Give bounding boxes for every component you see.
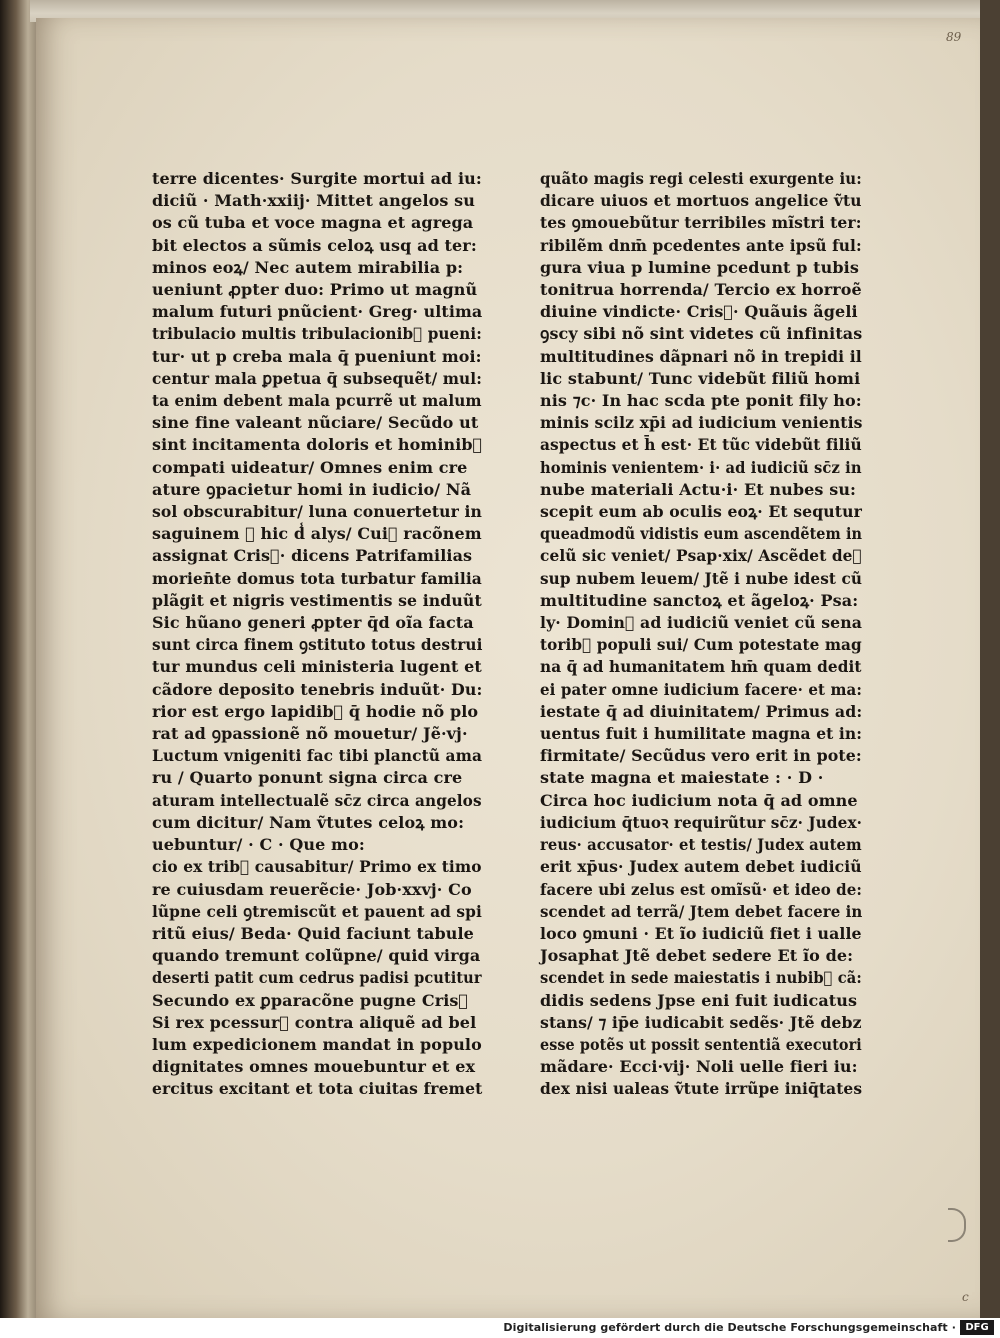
right-text-column — [540, 168, 862, 1101]
text-line: erit xp̄us· Judex autem debet iudiciũ — [540, 857, 862, 877]
text-line: queadmodũ vidistis eum ascendẽtem in — [540, 524, 863, 544]
text-line: cum dicitur/ Nam ṽtutes celoꝝ mo: — [152, 812, 465, 832]
dfg-logo: DFG — [960, 1320, 994, 1335]
left-text-column — [152, 168, 482, 1101]
text-line: rat ad ꝯpassionẽ nõ mouetur/ Jẽ·vj· — [152, 724, 468, 744]
text-line: didis sedens Jpse eni fuit iudicatus — [540, 990, 858, 1010]
text-line: nube materiali Actu·i· Et nubes su: — [540, 479, 857, 499]
text-line: dicare uiuos et mortuos angelice ṽtu — [540, 191, 862, 211]
text-line: loco ꝯmuni · Et ĩo iudiciũ fiet i ualle — [540, 923, 862, 943]
text-line: lũpne celi ꝯtremiscũt et pauent ad spi — [152, 901, 482, 921]
text-line: diuine vindicte· Cris᷒· Quãuis ãgeli — [540, 302, 858, 322]
text-line: ercitus excitant et tota ciuitas fremet — [152, 1079, 483, 1099]
text-line: scendet in sede maiestatis i nubib᷒ cã: — [540, 968, 862, 988]
text-line: firmitate/ Secũdus vero erit in pote: — [540, 746, 862, 766]
text-line: Si rex pcessur᷒ contra aliquẽ ad bel — [152, 1012, 477, 1032]
text-line: ature ꝯpacietur homi in iudicio/ Nã — [152, 479, 472, 499]
text-line: reus· accusator· et testis/ Judex autem — [540, 835, 862, 855]
text-line: mãdare· Ecci·vij· Noli uelle fieri iu: — [540, 1057, 858, 1077]
text-line: Sic hũano generi ꝓpter q̄d oĩa facta — [152, 613, 474, 633]
text-line: dex nisi ualeas ṽtute irrũpe iniq̄tates — [540, 1079, 863, 1099]
text-line: na q̄ ad humanitatem hm̄ quam dedit — [540, 657, 862, 677]
text-line: tonitrua horrenda/ Tercio ex horroẽ — [540, 280, 862, 300]
text-line: Circa hoc iudicium nota q̄ ad omne — [540, 790, 858, 810]
text-line: multitudine sanctoꝝ et ãgeloꝝ· Psa: — [540, 590, 859, 610]
text-line: minos eoꝝ/ Nec autem mirabilia p: — [152, 257, 464, 277]
text-line: multitudines dãpnari nõ in trepidi il — [540, 346, 862, 366]
text-line: aturam intellectualẽ sc̄z circa angelos — [152, 790, 482, 810]
text-line: scendet ad terrã/ Jtem debet facere in — [540, 901, 863, 921]
text-line: centur mala ꝑpetua q̄ subsequẽt/ mul: — [152, 368, 483, 388]
text-line: Josaphat Jtẽ debet sedere Et ĩo de: — [540, 946, 854, 966]
text-line: morien̄te domus tota turbatur familia — [152, 568, 482, 588]
text-line: Luctum vnigeniti fac tibi planctũ ama — [152, 746, 483, 766]
text-line: sint incitamenta doloris et hominib᷒ — [152, 435, 483, 455]
text-line: ꝯscy sibi nõ sint videtes cũ infinitas — [540, 324, 863, 344]
text-line: saguinem ⁊ hic d̾ alys/ Cui᷒ racõnem — [152, 524, 482, 544]
text-line: celũ sic veniet/ Psap·xix/ Ascẽdet de᷒ — [540, 546, 862, 566]
text-line: Secundo ex ꝑparacõne pugne Cris᷒ — [152, 990, 469, 1010]
footer-bar — [0, 1318, 1000, 1338]
text-line: malum futuri pnũcient· Greg· ultima — [152, 302, 483, 322]
text-line: re cuiusdam reuerẽcie· Job·xxvj· Co — [152, 879, 472, 899]
text-line: ueniunt ꝓpter duo: Primo ut magnũ — [152, 280, 478, 300]
text-line: lum expedicionem mandat in populo — [152, 1034, 482, 1054]
text-line: quando tremunt colũpne/ quid virga — [152, 946, 481, 966]
text-line: tes ꝯmouebũtur terribiles mĩstri ter: — [540, 213, 862, 233]
text-line: compati uideatur/ Omnes enim cre — [152, 457, 468, 477]
text-line: ru / Quarto ponunt signa circa cre — [152, 768, 463, 788]
text-line: tur· ut p creba mala q̄ pueniunt moi: — [152, 346, 482, 366]
text-line: sine fine valeant nũciare/ Secũdo ut — [152, 413, 479, 433]
text-line: ly· Domin᷒ ad iudiciũ veniet cũ sena — [540, 613, 863, 633]
text-line: sunt circa finem ꝯstituto totus destrui — [152, 635, 483, 655]
text-line: uebuntur/ · C · Que mo: — [152, 835, 365, 855]
text-line: quãto magis regi celesti exurgente iu: — [540, 169, 862, 188]
text-line: gura viua p lumine pcedunt p tubis — [540, 257, 859, 277]
text-line: deserti patit cum cedrus padisi pcutitur — [152, 968, 482, 988]
text-line: facere ubi zelus est omĩsũ· et ideo de: — [540, 879, 863, 899]
text-line: stans/ ⁊ ip̄e iudicabit sedẽs· Jtẽ debz — [540, 1012, 862, 1032]
text-line: torib᷒ populi sui/ Cum potestate mag — [540, 635, 862, 655]
text-line: nis ⁊c· In hac scda pte ponit fily ho: — [540, 391, 862, 411]
text-line: iudicium q̄tuoꝛ requirũtur sc̄z· Judex· — [540, 812, 863, 832]
text-line: ta enim debent mala pcurrẽ ut malum — [152, 391, 482, 411]
text-line: assignat Cris᷒· dicens Patrifamilias — [152, 546, 473, 566]
text-line: iestate q̄ ad diuinitatem/ Primus ad: — [540, 701, 863, 721]
text-line: state magna et maiestate : · D · — [540, 768, 824, 788]
text-line: tur mundus celi ministeria lugent et — [152, 657, 482, 677]
text-line: cãdore deposito tenebris induũt· Du: — [152, 679, 483, 699]
text-line: cio ex trib᷒ causabitur/ Primo ex timo — [152, 857, 482, 877]
text-line: uentus fuit i humilitate magna et in: — [540, 724, 863, 744]
text-line: diciũ · Math·xxiij· Mittet angelos su — [152, 191, 476, 211]
text-line: ribilẽm dnm̄ pcedentes ante ipsũ ful: — [540, 235, 862, 255]
text-line: hominis venientem· i· ad iudiciũ sc̄z in — [540, 457, 862, 477]
text-line: tribulacio multis tribulacionib᷒ pueni: — [152, 324, 482, 344]
text-line: scepit eum ab oculis eoꝝ· Et sequtur — [540, 502, 862, 522]
folio-number: 89 — [946, 30, 962, 44]
text-line: esse potẽs ut possit sententiã executori — [540, 1034, 862, 1054]
text-line: os cũ tuba et voce magna et agrega — [152, 213, 474, 233]
text-line: bit electos a sũmis celoꝝ usq ad ter: — [152, 235, 477, 255]
text-line: aspectus et h̄ est· Et tũc videbũt filiũ — [540, 435, 862, 455]
text-line: terre dicentes· Surgite mortui ad iu: — [152, 169, 482, 188]
text-line: ritũ eius/ Beda· Quid faciunt tabule — [152, 923, 474, 943]
text-line: minis scilz xp̄i ad iudicium venientis — [540, 413, 863, 433]
text-line: ei pater omne iudicium facere· et ma: — [540, 679, 863, 699]
book-spine-edge — [0, 0, 40, 1318]
text-line: sup nubem leuem/ Jtẽ i nube idest cũ — [540, 568, 863, 588]
text-line: plãgit et nigris vestimentis se induũt — [152, 590, 482, 610]
text-line: sol obscurabitur/ luna conuertetur in — [152, 502, 482, 522]
funding-credit: Digitalisierung gefördert durch die Deutsche Forschungsgemeinschaft · — [503, 1321, 956, 1334]
text-line: dignitates omnes mouebuntur et ex — [152, 1057, 476, 1077]
text-line: rior est ergo lapidib᷒ q̄ hodie nõ plo — [152, 701, 479, 721]
text-line: lic stabunt/ Tunc videbũt filiũ homi — [540, 368, 861, 388]
signature-mark: c — [962, 1290, 969, 1304]
